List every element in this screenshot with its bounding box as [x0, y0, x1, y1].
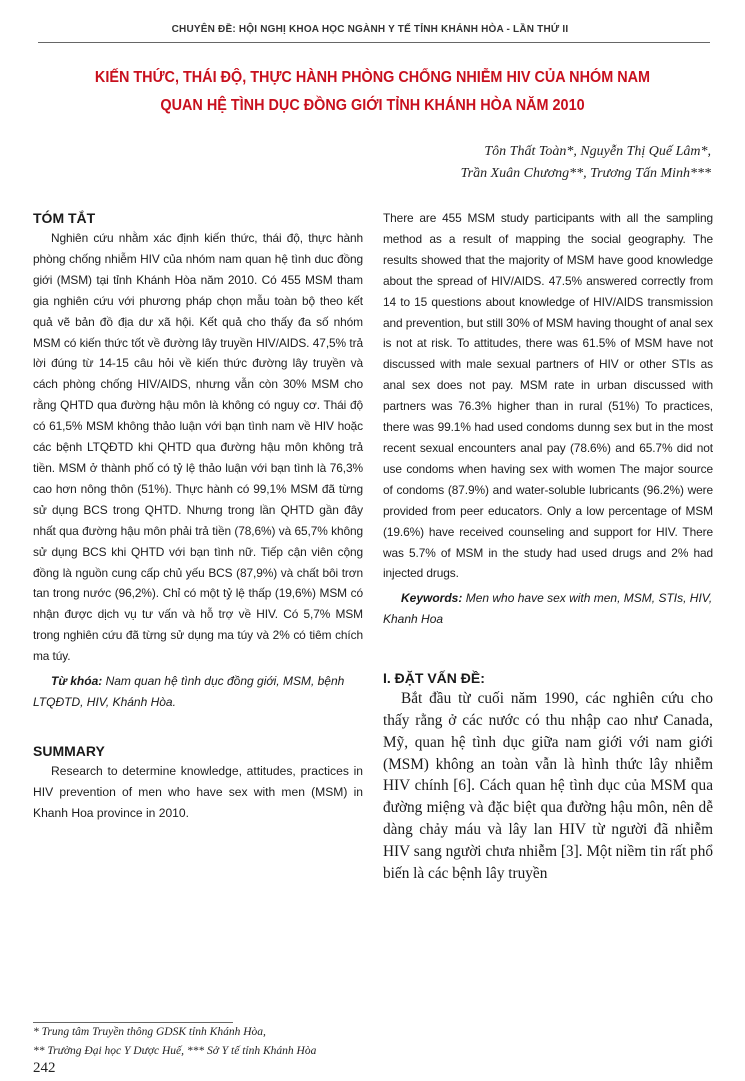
footnote-rule — [33, 1022, 233, 1023]
title-line-2: QUAN HỆ TÌNH DỤC ĐỒNG GIỚI TỈNH KHÁNH HÒA NĂM 2010 — [160, 97, 585, 114]
author-list — [291, 141, 711, 185]
summary-body-part1: Research to determine knowledge, attitudes, practices in HIV prevention of men who have sex with men (MSM) in Khanh Hoa province in 2010. — [33, 763, 363, 820]
right-column — [383, 208, 713, 884]
authors-line-1: Tôn Thất Toàn*, Nguyễn Thị Quế Lâm*, — [484, 144, 711, 159]
footnote-affiliation-2: ** Trường Đại học Y Dược Huế, *** Sở Y tế tỉnh Khánh Hòa — [33, 1045, 317, 1057]
authors-line-2: Trần Xuân Chương**, Trương Tấn Minh*** — [460, 166, 711, 181]
page-number: 242 — [33, 1060, 56, 1076]
footnote-affiliation-1: * Trung tâm Truyền thông GDSK tỉnh Khánh Hòa, — [33, 1026, 266, 1038]
running-header: CHUYÊN ĐỀ: HỘI NGHỊ KHOA HỌC NGÀNH Y TẾ TỈNH KHÁNH HÒA - LẦN THỨ II — [171, 24, 569, 35]
introduction-body: Bắt đầu từ cuối năm 1990, các nghiên cứu cho thấy rằng ở các nước có thu nhập cao như Canada, Mỹ, quan hệ tình dục giữa nam giới với nam giới (MSM) không an toàn vẫn là hình thức lây nhiễm HIV chính [6]. Cách quan hệ tình dục của MSM qua đường miệng và đặc biệt qua đường hậu môn, nên dễ dàng chảy máu và lây lan HIV từ người đã nhiễm HIV sang người chưa nhiễm [3]. Một niềm tin rất phổ biến là các bệnh lây truyền — [383, 690, 713, 882]
keywords-vi-label: Từ khóa: — [51, 674, 103, 689]
summary-body-part2: There are 455 MSM study participants with all the sampling method as a result of mapping the social geography. The results showed that the majority of MSM have good knowledge about the spread of HIV/AIDS. 47.5% answered correctly from 14 to 15 questions about knowledge of HIV/AIDS transmission and prevention, but still 30% of MSM having thought of anal sex is not at risk. To attitudes, there was 61.5% of MSM have not discussed with male sexual partners of HIV or other STIs as anal sex does not pay. MSM rate in urban discussed with partners was 76.3% higher than in rural (51%) To practices, there was 99.1% had used condoms dunng sex but in the most recent sexual encounters anal pay (78.6%) and 65.7% did not use condoms when having sex with women The major source of condoms (87.9%) and water-soluble lubricants (96.2%) were provided from peer educators. Only a low percentage of MSM (19.6%) have received counseling and support for HIV. There was 5.7% of MSM in the study had used drugs and 2% had injected drugs. — [383, 211, 713, 581]
abstract-vi-heading: TÓM TẮT — [33, 210, 96, 226]
abstract-vi-body: Nghiên cứu nhằm xác định kiến thức, thái độ, thực hành phòng chống nhiễm HIV của nhóm nam quan hệ tình duc đồng giới (MSM) tại tỉnh Khánh Hòa năm 2010. Có 455 MSM tham gia nghiên cứu với phương pháp chọn mẫu toàn bộ theo kết quả vẽ bản đồ địa dư xã hội. Kết quả cho thấy đa số nhóm MSM có kiến thức tốt về đường lây truyền HIV/AIDS. 47,5% trả lời đúng từ 14-15 câu hỏi về kiến thức đường lây truyền và cách phòng chống HIV/AIDS, nhưng vẫn còn 30% MSM cho rằng QHTD qua đường hậu môn là không có nguy cơ. Thái độ có 61,5% MSM không thảo luận với bạn tình nam về HIV hoặc các bệnh LTQĐTD khi QHTD qua đường hậu môn không trả tiền. MSM ở thành phố có tỷ lệ thảo luận với bạn tình là 76,3% cao hơn nông thôn (51%). Thực hành có 99,1% MSM đã từng sử dụng BCS trong QHTD. Nhưng trong lần QHTD gần đây nhất qua đường hậu môn phải trả tiền (78,6%) và 65,7% không sử dụng BCS khi QHTD với bạn tình nữ. Tiếp cận viên cộng đồng là nguồn cung cấp chủ yếu BCS (87,9%) và chất bôi trơn tan trong nước (96,2%). Chỉ có một tỷ lệ thấp (19,6%) MSM có nhận được dịch vụ tư vấn và hỗ trợ về HIV. Có 5,7% MSM trong nghiên cứu đã từng sử dụng ma túy và 2% có tiêm chích ma túy. — [33, 231, 363, 664]
keywords-en-label: Keywords: — [401, 591, 463, 606]
introduction-heading: I. ĐẶT VẤN ĐỀ: — [383, 670, 485, 687]
left-column — [33, 208, 363, 824]
article-title — [54, 64, 691, 120]
summary-heading: SUMMARY — [33, 742, 105, 759]
title-line-1: KIẾN THỨC, THÁI ĐỘ, THỰC HÀNH PHÒNG CHỐNG NHIỄM HIV CỦA NHÓM NAM — [94, 69, 651, 86]
abstract-vi-keywords — [33, 671, 363, 713]
header-rule — [38, 42, 710, 43]
keywords-vi-text: Nam quan hệ tình dục đồng giới, MSM, bệnh LTQĐTD, HIV, Khánh Hòa. — [33, 674, 345, 709]
abstract-en-keywords — [383, 588, 713, 630]
keywords-en-text: Men who have sex with men, MSM, STIs, HIV, Khanh Hoa — [383, 591, 713, 627]
